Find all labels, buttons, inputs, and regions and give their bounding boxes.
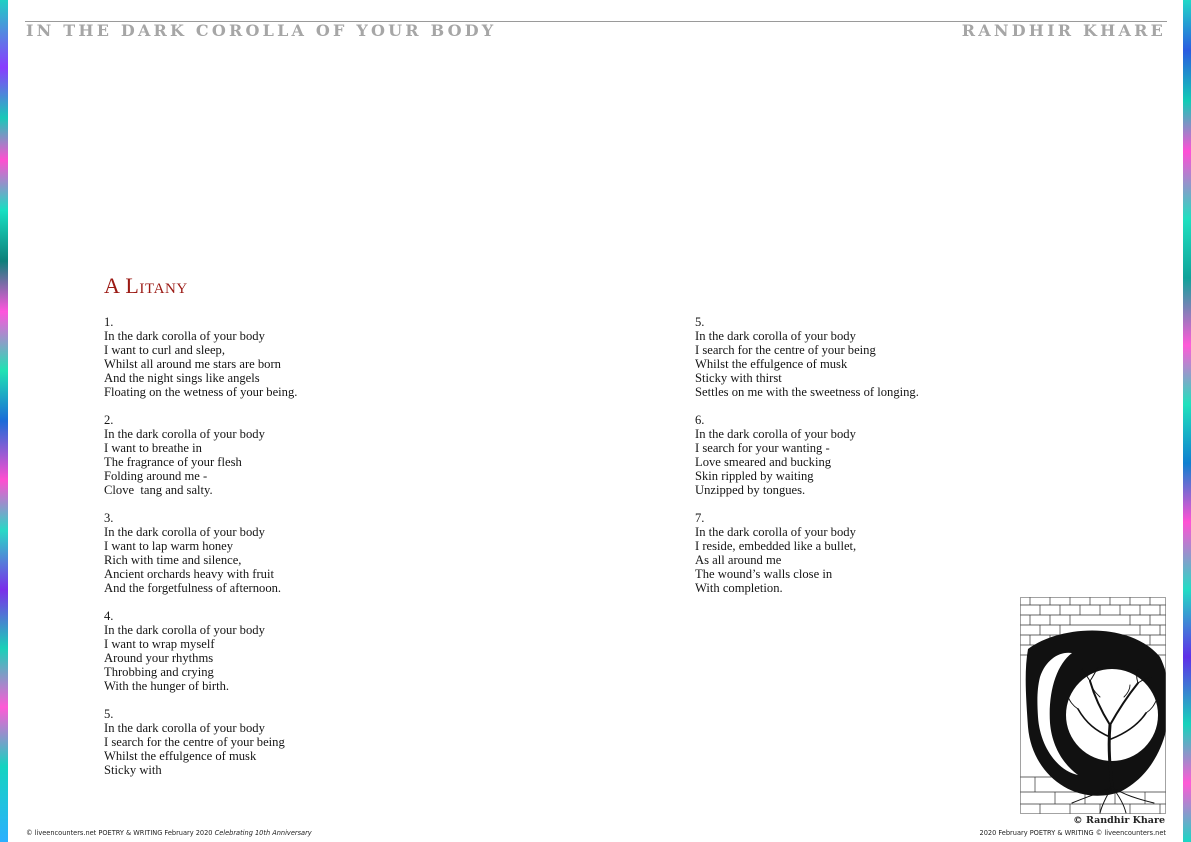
poem-line: Sticky with thirst [695, 371, 782, 385]
poem-line: I want to curl and sleep, [104, 343, 225, 357]
poem-line: And the night sings like angels [104, 371, 260, 385]
poem-line: In the dark corolla of your body [104, 525, 265, 539]
poem-line: Whilst all around me stars are born [104, 357, 281, 371]
stanza-number: 5. [695, 315, 705, 329]
decorative-left-border [0, 0, 8, 842]
poem-line: Skin rippled by waiting [695, 469, 814, 483]
poem-line: In the dark corolla of your body [695, 427, 856, 441]
poem-line: In the dark corolla of your body [695, 329, 856, 343]
stanza [695, 511, 919, 595]
decorative-right-border [1183, 0, 1191, 842]
poem-line: I search for your wanting - [695, 441, 830, 455]
poem-line: Clove tang and salty. [104, 483, 213, 497]
poem-column-right [695, 315, 919, 609]
poem-line: In the dark corolla of your body [104, 427, 265, 441]
poem-line: In the dark corolla of your body [695, 525, 856, 539]
stanza [104, 315, 297, 399]
poem-line: I search for the centre of your being [104, 735, 285, 749]
poem-line: Unzipped by tongues. [695, 483, 806, 497]
stanza-number: 5. [104, 707, 114, 721]
poem-line: I want to lap warm honey [104, 539, 234, 553]
stanza-number: 4. [104, 609, 114, 623]
poem-line: And the forgetfulness of afternoon. [104, 581, 282, 595]
poem-line: Ancient orchards heavy with fruit [104, 567, 274, 581]
stanza [695, 315, 919, 399]
poem-line: Love smeared and bucking [695, 455, 832, 469]
poem-line: Folding around me - [104, 469, 208, 483]
poem-line: In the dark corolla of your body [104, 721, 265, 735]
poem-line: The wound’s walls close in [695, 567, 833, 581]
poem-line: In the dark corolla of your body [104, 329, 265, 343]
poem-line: Whilst the effulgence of musk [695, 357, 848, 371]
stanza [104, 609, 297, 693]
stanza-number: 1. [104, 315, 114, 329]
footer-left [26, 829, 312, 837]
stanza [104, 511, 297, 595]
poem-title: A Litany [104, 273, 188, 298]
stanza [104, 413, 297, 497]
stanza [104, 707, 297, 777]
poem-line: Whilst the effulgence of musk [104, 749, 257, 763]
poem-line: Rich with time and silence, [104, 553, 242, 567]
stanza-number: 2. [104, 413, 114, 427]
poem-line: I search for the centre of your being [695, 343, 876, 357]
poem-line: Throbbing and crying [104, 665, 214, 679]
running-head-author: RANDHIR KHARE [961, 21, 1166, 40]
stanza-number: 6. [695, 413, 705, 427]
stanza-number: 7. [695, 511, 705, 525]
poem-line: I want to wrap myself [104, 637, 215, 651]
poem-line: Around your rhythms [104, 651, 214, 665]
ink-artwork [1020, 597, 1166, 814]
poem-line: I reside, embedded like a bullet, [695, 539, 857, 553]
footer-right: 2020 February POETRY & WRITING © liveencounters.net [979, 829, 1166, 837]
artwork-credit: © Randhir Khare [1073, 815, 1165, 826]
poem-line: I want to breathe in [104, 441, 202, 455]
poem-line: With completion. [695, 581, 783, 595]
poem-line: The fragrance of your flesh [104, 455, 242, 469]
footer-anniversary: Celebrating 10th Anniversary [214, 829, 312, 837]
poem-line: Sticky with [104, 763, 162, 777]
poem-line: With the hunger of birth. [104, 679, 230, 693]
poem-line: Floating on the wetness of your being. [104, 385, 298, 399]
stanza-number: 3. [104, 511, 114, 525]
poem-column-left [104, 315, 297, 791]
footer-left-text: © liveencounters.net POETRY & WRITING February 2020 [26, 829, 215, 837]
stanza [695, 413, 919, 497]
poem-line: In the dark corolla of your body [104, 623, 265, 637]
running-head-title: IN THE DARK COROLLA OF YOUR BODY [26, 21, 497, 40]
poem-line: Settles on me with the sweetness of longing. [695, 385, 919, 399]
poem-line: As all around me [695, 553, 782, 567]
